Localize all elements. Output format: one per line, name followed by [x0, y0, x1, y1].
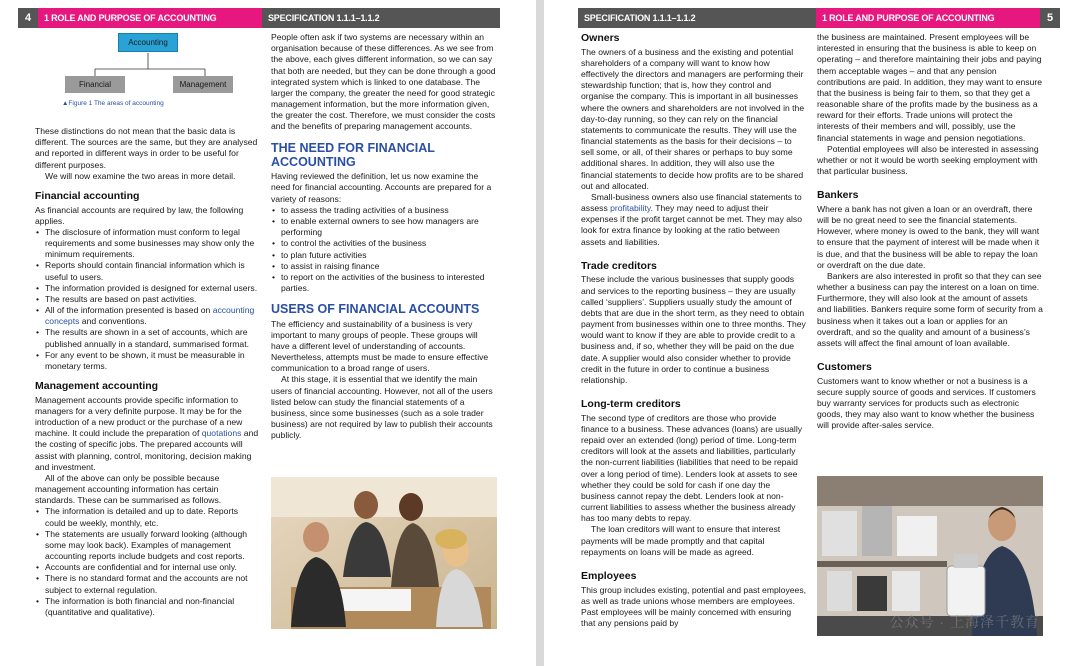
heading-bankers: Bankers	[817, 189, 859, 202]
long-term-creditors-text: The second type of creditors are those who provide finance to a business. These advances (loans) are usually repaid over an extended (long) period of time. Long-term creditors will look at the assets and liabilities, particularly the non-current liabilities (liabilities that need to be repaid over a long period of time). Lenders look at assets to see whether they could be sold for cash if one day the business cannot repay the debt. Lenders look at non-current liabilities to assess whether the business already has too many debts to repay.	[581, 412, 803, 524]
figure-box-accounting: Accounting	[118, 33, 178, 52]
keyword-profitability[interactable]: profitability	[610, 203, 651, 214]
heading-management-accounting: Management accounting	[35, 380, 159, 393]
spec-label: SPECIFICATION 1.1.1–1.1.2	[262, 8, 500, 28]
figure-box-management: Management	[173, 76, 233, 93]
keyword-quotations[interactable]: quotations	[201, 428, 242, 439]
intro-paragraph: These distinctions do not mean that the basic data is different. The sources are the same, but they are analysed and reported in different ways in order to be useful for different purposes.	[35, 126, 258, 170]
owners-text-2	[581, 192, 806, 248]
heading-financial-accounting: Financial accounting	[35, 189, 140, 202]
need-text: Having reviewed the definition, let us now examine the need for financial accounting. Accounts are prepared for a variety of reasons:	[271, 171, 492, 204]
page-number: 5	[1040, 8, 1060, 28]
paragraph-text: and the costing of specific jobs. The prepared accounts will assist with planning, control, monitoring, decision making and investment.	[35, 428, 259, 472]
systems-paragraph: People often ask if two systems are necessary within an organisation because of these differences. As we see from the above, each gives different information, so we can say that both are needed, but they can be done through a good integrated system which is linked to one database. The larger the company, the greater the need for good strategic management information, but the more information given, the greater the cost. Therefore, we must consider the costs and the benefits of preparing management accounts.	[271, 32, 496, 132]
list-item: • The information provided is designed for external users.	[35, 283, 260, 294]
list-item: • The information is detailed and up to date. Reports could be weekly, monthly, etc.	[35, 506, 260, 528]
management-accounting-list	[35, 506, 260, 618]
heading-users-of-financial-accounts: USERS OF FINANCIAL ACCOUNTS	[271, 302, 480, 317]
paragraph-text: Small-business owners also use financial statements to assess	[581, 191, 802, 214]
left-column-1	[35, 126, 260, 618]
list-item: • Reports should contain financial information which is useful to users.	[35, 260, 260, 282]
list-item	[35, 305, 260, 327]
long-term-creditors-text-2: The loan creditors will want to ensure that interest payments will be made promptly and that capital repayments on loans will be made as agreed.	[581, 524, 781, 557]
left-column-2	[271, 32, 496, 441]
list-item: • The information is both financial and non-financial (quantitative and qualitative).	[35, 596, 260, 618]
spec-label: SPECIFICATION 1.1.1–1.1.2	[578, 8, 816, 28]
list-item: • The disclosure of information must conform to legal requirements and some businesses may show only the minimum requirements.	[35, 227, 260, 261]
list-item: • There is no standard format and the accounts are not subject to external regulation.	[35, 573, 260, 595]
need-list	[271, 205, 496, 294]
heading-owners: Owners	[581, 32, 620, 44]
trade-creditors-text: These include the various businesses that supply goods and services to the reporting business – they are usually called ‘suppliers’. Suppliers usually study the amount of debts that are due in the short term, as they need to obtain payment from businesses within one to three months. They would want to know if they are able to provide credit to a business and, if so, whether they will be paid on the due date. A supplier would also consider whether to provide credit in the future in order to continue a business relationship.	[581, 274, 806, 385]
figure-box-financial: Financial	[65, 76, 125, 93]
keyword-accounting-concepts[interactable]: accounting concepts	[45, 305, 255, 327]
list-item: • to assess the trading activities of a business	[271, 205, 496, 216]
watermark: 公众号 · 上海泽千教育	[889, 614, 1040, 630]
users-text: The efficiency and sustainability of a business is very important to many groups of people. These groups will have a different level of understanding of accounts. Nevertheless, attempts must be made to ensure effective communication to a broad range of users.	[271, 318, 489, 374]
left-page-header	[18, 8, 500, 28]
right-column-1	[581, 32, 806, 629]
employees-text: This group includes existing, potential and past employees, as well as trade unions whose members are employees. Past employees will be mainly concerned with ensuring that any pensions paid by	[581, 584, 807, 629]
intro-paragraph-2: We will now examine the two areas in more detail.	[45, 170, 236, 181]
users-text-2: At this stage, it is essential that we identify the main users of financial accounting. However, not all of the users listed below can study the financial statements of a business, since some businesses (such as a sole trader business) are not required by law to publish their accounts publicly.	[271, 374, 493, 441]
owners-text: The owners of a business and the existing and potential shareholders of a company will want to know how effectively the directors and managers are performing their stewardship function; that is, how they control and organise the company. This is important in all businesses where the owners and shareholders are not involved in the day-to-day running, so they can rely on the financial statements to communicate the results. They will use the financial statements as the basis for their decisions – to sell some, or all, of their shares or perhaps to buy some additional shares. In addition, they will also use the financial statements to decide how profits are to be shared out and allocated.	[581, 46, 805, 191]
financial-accounting-list	[35, 227, 260, 372]
paragraph-text: Management accounts provide specific information to managers for a very definite purpose. It may be for the introduction of a new product or the purchase of a new machine. It could include the preparation of	[35, 394, 243, 439]
customers-text: Customers want to know whether or not a business is a secure supply source of goods and services. If customers buy warranty services for products such as electronic goods, they may also want to know whether the business will provide after-sales service.	[817, 375, 1036, 431]
list-item: • to enable external owners to see how managers are performing	[271, 216, 496, 238]
page-number: 4	[18, 8, 38, 28]
bankers-text: Where a bank has not given a loan or an overdraft, there will be no great need to see the financial statements. However, where money is owed to the bank, they will want to ensure that the payment of interest will be made when it is due, and that the business will be able to repay the loan or overdraft on the due date.	[817, 203, 1040, 270]
business-meeting-photo	[271, 477, 497, 629]
chapter-title: 1 ROLE AND PURPOSE OF ACCOUNTING	[38, 8, 262, 28]
heading-customers: Customers	[817, 361, 872, 374]
heading-trade-creditors: Trade creditors	[581, 259, 657, 272]
employees-continued-2: Potential employees will also be interested in assessing whether or not it would be worth seeking employment with that particular business.	[817, 143, 1039, 177]
employees-continued: the business are maintained. Present employees will be interested in ensuring that the business is able to keep on operating – and therefore maintaining their jobs and paying them acceptable wages – and that any pension contributions are paid. In addition, they may want to ensure that the business is being fair to them, so that they get a reasonable share of the profits made by the business as a reward for their efforts. Trade unions will protect the interests of their members and will, possibly, use the financial statements in wage and pension negotiations.	[817, 32, 1043, 143]
management-accounting-text-2: All of the above can only be possible because management accounting information has certain standards. These can be summarised as follows.	[35, 472, 222, 506]
list-item: • to report on the activities of the business to interested parties.	[271, 272, 496, 294]
paragraph-text: . They may need to adjust their expenses if the profit target cannot be met. They may also look for extra finance by looking at the ratio between assets and liabilities.	[581, 203, 803, 247]
left-page	[0, 0, 536, 666]
right-page-header	[578, 8, 1060, 28]
list-item: • For any event to be shown, it must be measurable in monetary terms.	[35, 350, 260, 372]
list-item: • The results are shown in a set of accounts, which are published annually in a standard, summarised format.	[35, 327, 260, 349]
list-item: • Accounts are confidential and for internal use only.	[35, 562, 260, 573]
list-item: • The statements are usually forward looking (although some may look back). Examples of management accounting reports include budgets and cost reports.	[35, 529, 260, 563]
heading-need-for-financial-accounting: THE NEED FOR FINANCIAL ACCOUNTING	[271, 140, 435, 169]
list-item: • The results are based on past activities.	[35, 294, 260, 305]
chapter-title: 1 ROLE AND PURPOSE OF ACCOUNTING	[816, 8, 1040, 28]
right-page	[544, 0, 1080, 666]
list-item-text: All of the information presented is based on	[45, 305, 211, 316]
heading-long-term-creditors: Long-term creditors	[581, 398, 681, 411]
right-column-2	[817, 32, 1043, 432]
financial-accounting-text: As financial accounts are required by law, the following applies.	[35, 204, 244, 226]
list-item: • to assist in raising finance	[271, 261, 496, 272]
management-accounting-text	[35, 395, 260, 473]
bankers-text-2: Bankers are also interested in profit so that they can see whether a business can pay the interest on a loan on time. Furthermore, they will also look at the amount of assets and liabilities. Bankers require some form of security from a business when it takes out a loan or applies for an overdraft, and so the quality and amount of a business’s assets will affect the final amount of loan available.	[817, 270, 1043, 348]
list-item: • to plan future activities	[271, 250, 496, 261]
list-item: • to control the activities of the business	[271, 238, 496, 249]
list-item-text: and conventions.	[81, 316, 147, 327]
areas-of-accounting-figure	[62, 33, 230, 113]
figure-caption: ▲Figure 1 The areas of accounting	[62, 100, 164, 107]
heading-employees: Employees	[581, 569, 637, 582]
